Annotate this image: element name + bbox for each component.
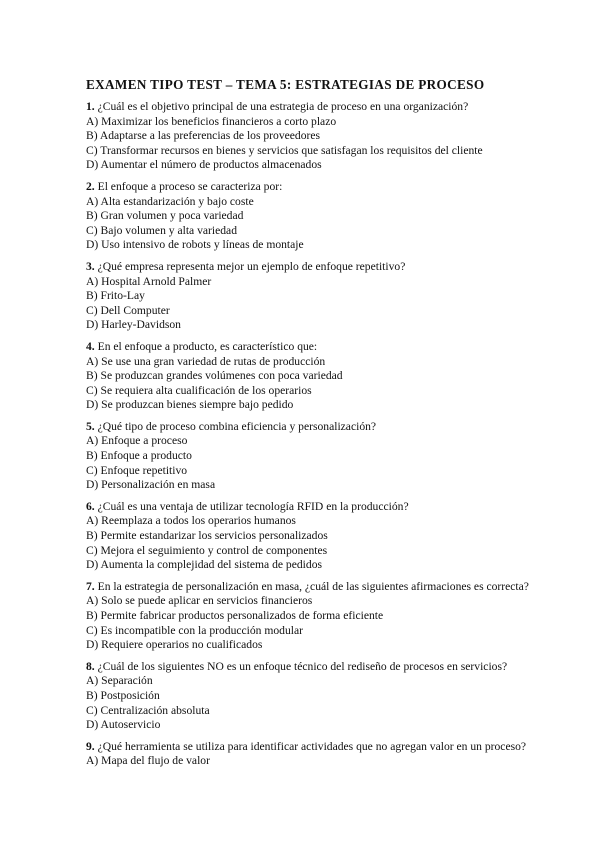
- question-text: [86, 580, 540, 595]
- option-a: A) Separación: [86, 674, 153, 688]
- question-text: [86, 100, 540, 115]
- option-d: D) Aumenta la complejidad del sistema de pedidos: [86, 558, 323, 572]
- option-b: B) Postposición: [86, 688, 160, 702]
- option-c: C) Es incompatible con la producción modular: [86, 623, 304, 637]
- question-number: 7.: [86, 579, 95, 593]
- question-1: [86, 100, 540, 173]
- option-d: D) Uso intensivo de robots y líneas de montaje: [86, 238, 304, 252]
- question-prompt: ¿Qué empresa representa mejor un ejemplo de enfoque repetitivo?: [97, 259, 406, 273]
- option-c: C) Enfoque repetitivo: [86, 463, 188, 477]
- option-c: C) Se requiera alta cualificación de los operarios: [86, 383, 312, 397]
- option-b: B) Enfoque a producto: [86, 449, 192, 463]
- option-b: B) Gran volumen y poca variedad: [86, 209, 244, 223]
- option-d: D) Personalización en masa: [86, 478, 216, 492]
- option-a: A) Solo se puede aplicar en servicios financieros: [86, 594, 313, 608]
- option-a: A) Se use una gran variedad de rutas de producción: [86, 354, 326, 368]
- question-number: 8.: [86, 659, 95, 673]
- question-6: [86, 500, 540, 573]
- option-a: A) Reemplaza a todos los operarios humanos: [86, 514, 296, 528]
- question-prompt: En la estrategia de personalización en masa, ¿cuál de las siguientes afirmaciones es correcta?: [97, 579, 529, 593]
- option-d: D) Harley-Davidson: [86, 318, 181, 332]
- option-d: D) Aumentar el número de productos almacenados: [86, 158, 322, 172]
- option-d: D) Autoservicio: [86, 718, 161, 732]
- question-number: 9.: [86, 739, 95, 753]
- question-text: [86, 660, 540, 675]
- option-c: C) Bajo volumen y alta variedad: [86, 223, 237, 237]
- question-text: [86, 420, 540, 435]
- option-b: B) Permite fabricar productos personalizados de forma eficiente: [86, 609, 384, 622]
- question-8: [86, 660, 540, 733]
- option-b: B) Permite estandarizar los servicios personalizados: [86, 529, 328, 543]
- option-a: A) Enfoque a proceso: [86, 434, 188, 448]
- question-prompt: El enfoque a proceso se caracteriza por:: [97, 179, 283, 193]
- question-number: 5.: [86, 419, 95, 433]
- option-a: A) Hospital Arnold Palmer: [86, 274, 212, 288]
- question-text: [86, 340, 540, 355]
- question-text: [86, 260, 540, 275]
- question-number: 4.: [86, 339, 95, 353]
- question-prompt: ¿Cuál de los siguientes NO es un enfoque técnico del rediseño de procesos en servicios?: [97, 659, 508, 673]
- question-9: [86, 740, 540, 769]
- question-number: 2.: [86, 179, 95, 193]
- option-b: B) Frito-Lay: [86, 289, 145, 303]
- question-number: 6.: [86, 499, 95, 513]
- option-a: A) Mapa del flujo de valor: [86, 754, 210, 768]
- question-3: [86, 260, 540, 333]
- question-number: 1.: [86, 100, 95, 113]
- option-b: B) Se produzcan grandes volúmenes con poca variedad: [86, 369, 343, 383]
- option-c: C) Mejora el seguimiento y control de componentes: [86, 543, 328, 557]
- question-prompt: ¿Qué tipo de proceso combina eficiencia y personalización?: [97, 419, 377, 433]
- question-list: [86, 100, 540, 769]
- question-5: [86, 420, 540, 493]
- option-b: B) Adaptarse a las preferencias de los proveedores: [86, 129, 321, 143]
- option-a: A) Alta estandarización y bajo coste: [86, 194, 254, 208]
- option-c: C) Transformar recursos en bienes y servicios que satisfagan los requisitos del cliente: [86, 143, 483, 157]
- question-prompt: ¿Qué herramienta se utiliza para identificar actividades que no agregan valor en un proceso?: [97, 739, 527, 753]
- question-text: [86, 740, 540, 755]
- exam-title: EXAMEN TIPO TEST – TEMA 5: ESTRATEGIAS DE PROCESO: [86, 77, 485, 92]
- option-a: A) Maximizar los beneficios financieros a corto plazo: [86, 114, 337, 128]
- question-prompt: ¿Cuál es el objetivo principal de una estrategia de proceso en una organización?: [97, 100, 469, 113]
- question-text: [86, 180, 540, 195]
- option-d: D) Requiere operarios no cualificados: [86, 638, 263, 652]
- option-c: C) Dell Computer: [86, 303, 170, 317]
- question-text: [86, 500, 540, 515]
- question-7: [86, 580, 540, 653]
- question-prompt: ¿Cuál es una ventaja de utilizar tecnología RFID en la producción?: [97, 499, 409, 513]
- option-d: D) Se produzcan bienes siempre bajo pedido: [86, 398, 294, 412]
- option-c: C) Centralización absoluta: [86, 703, 210, 717]
- question-number: 3.: [86, 259, 95, 273]
- question-2: [86, 180, 540, 253]
- question-prompt: En el enfoque a producto, es característico que:: [97, 339, 318, 353]
- question-4: [86, 340, 540, 413]
